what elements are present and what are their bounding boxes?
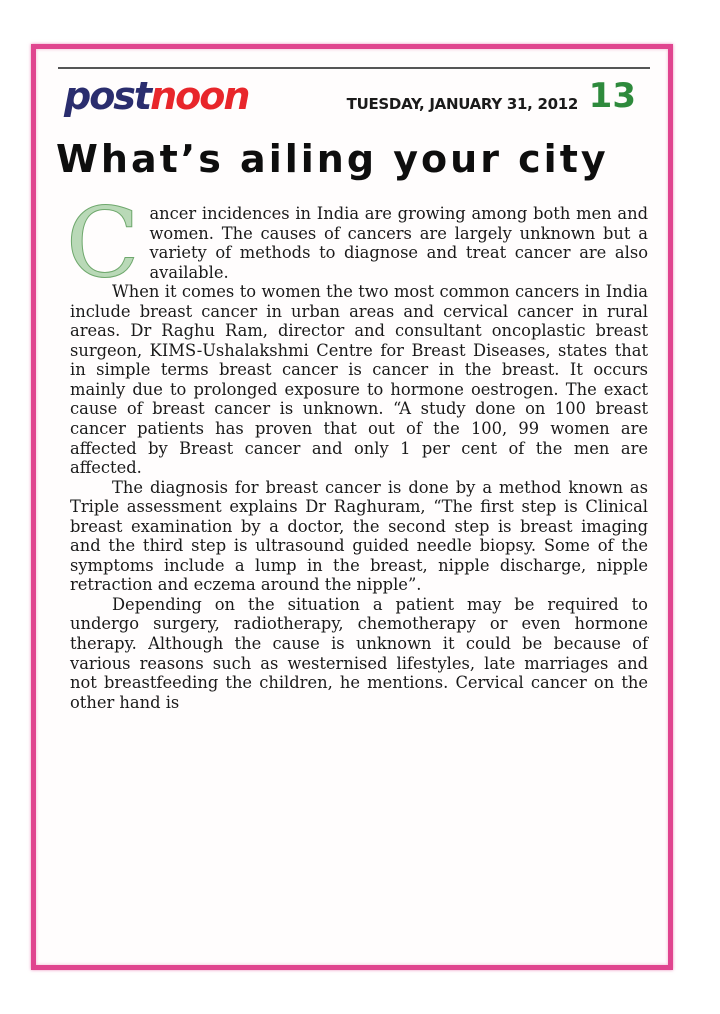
article-paragraph-1 bbox=[66, 187, 648, 299]
article-paragraph-3: The diagnosis for breast cancer is done by a method known as Triple assessment explains Dr Raghuram, “The first step is Clinical breast examination by a doctor, the second step is breast imaging and the third step is ultrasound guided needle biopsy. Some of the symptoms include a lump in the breast, nipple discharge, nipple retraction and eczema around the nipple”. bbox=[70, 477, 648, 595]
logo-noon: noon bbox=[150, 74, 249, 118]
masthead bbox=[58, 67, 650, 127]
issue-date: TUESDAY, JANUARY 31, 2012 bbox=[346, 95, 578, 113]
article-paragraph-2: When it comes to women the two most common cancers in India include breast cancer in urban areas and cervical cancer in rural areas. Dr Raghu Ram, director and consultant oncoplastic breast surgeon, KIMS-Ushalakshmi Centre for Breast Diseases, states that in simple terms breast cancer is cancer in the breast. It occurs mainly due to prolonged exposure to hormone oestrogen. The exact cause of breast cancer is unknown. “A study done on 100 breast cancer patients has proven that out of the 100, 99 women are affected by Breast cancer and only 1 per cent of the men are affected. bbox=[70, 282, 648, 478]
drop-cap: C bbox=[66, 187, 140, 299]
paragraph-1-text: ancer incidences in India are growing among both men and women. The causes of cancers are largely unknown but a variety of methods to diagnose and treat cancer are also available. bbox=[149, 204, 648, 282]
clipping-frame bbox=[31, 44, 673, 970]
article-body bbox=[66, 187, 648, 712]
logo-post: post bbox=[64, 74, 151, 118]
article-paragraph-4: Depending on the situation a patient may be required to undergo surgery, radiotherapy, chemotherapy or even hormone therapy. Although the cause is unknown it could be because of various reasons such as westernised lifestyles, late marriages and not breastfeeding the children, he mentions. Cervical cancer on the other hand is bbox=[70, 594, 648, 712]
headline: What’s ailing your city bbox=[56, 137, 609, 181]
newspaper-logo bbox=[64, 74, 249, 118]
page-number: 13 bbox=[588, 76, 636, 116]
